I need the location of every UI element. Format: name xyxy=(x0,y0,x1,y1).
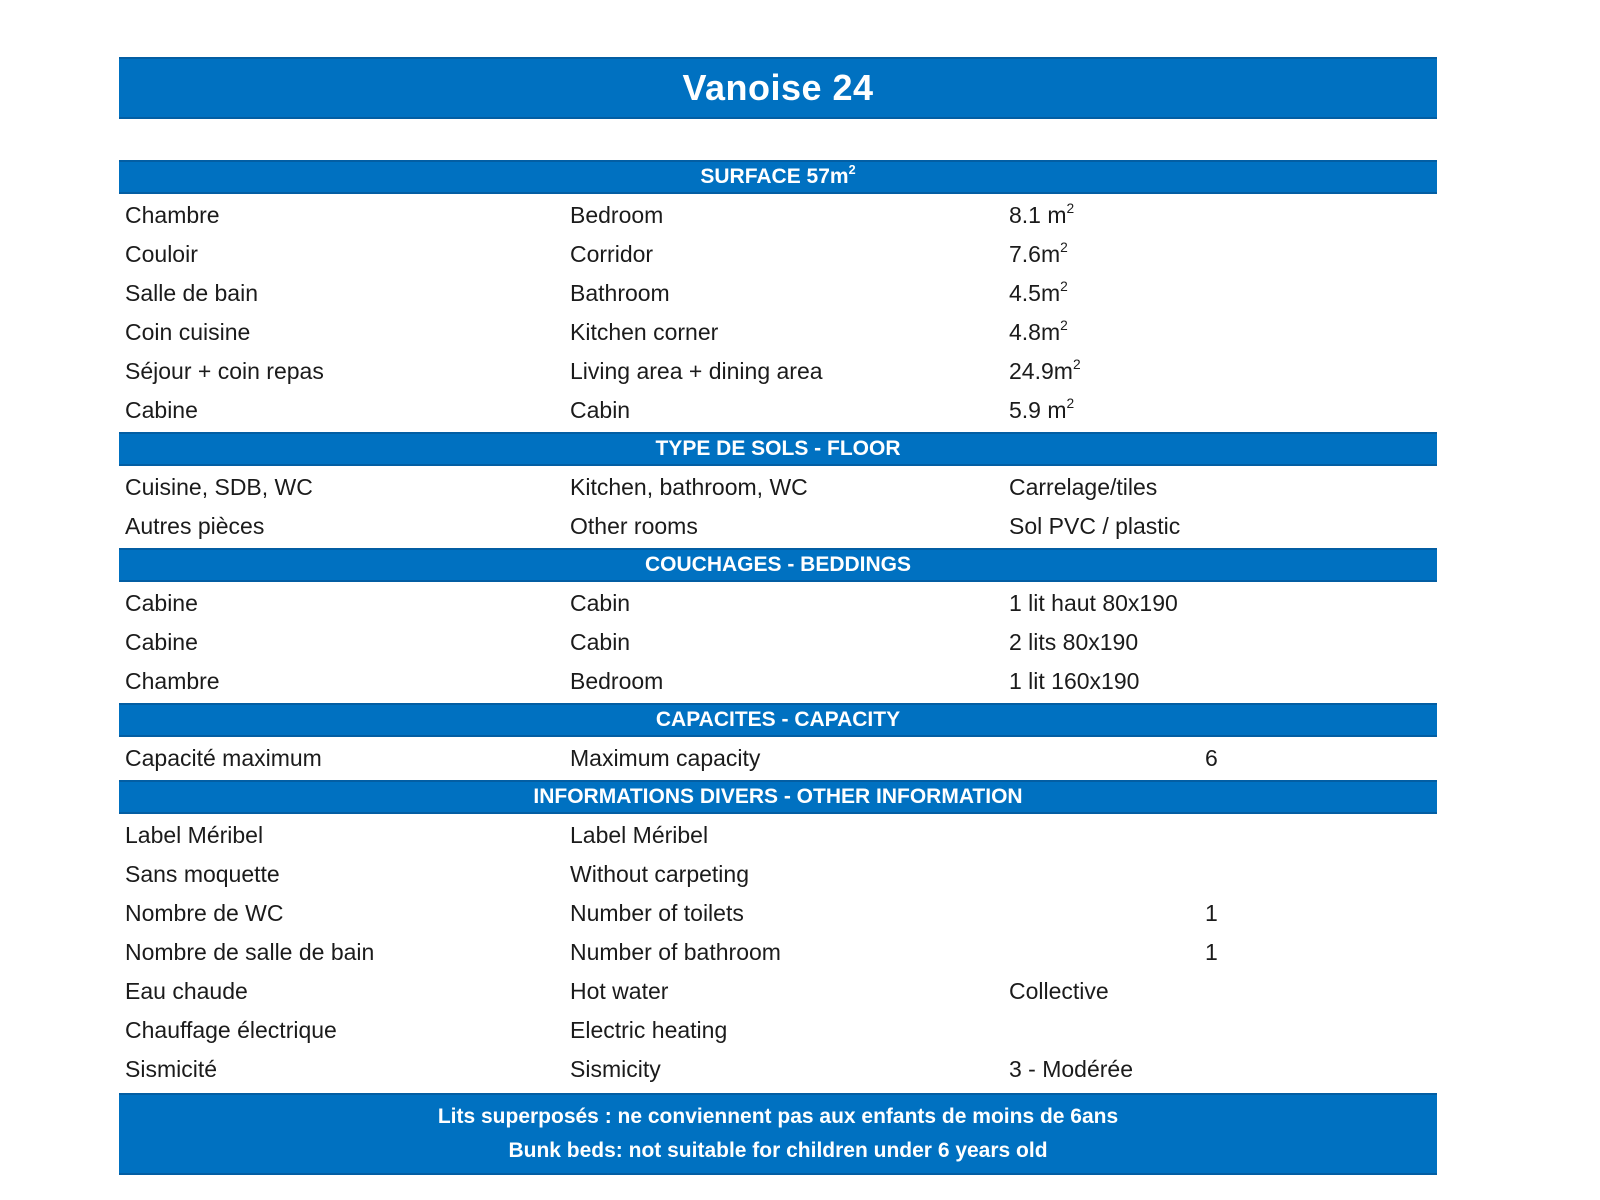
cell-label-en: Sismicity xyxy=(570,1056,661,1082)
table-row xyxy=(119,584,1437,623)
table-row xyxy=(119,507,1437,546)
cell-number: 6 xyxy=(1205,745,1218,771)
cell-label-en: Label Méribel xyxy=(570,822,709,848)
cell-label-fr: Couloir xyxy=(125,241,198,267)
superscript: 2 xyxy=(848,162,856,177)
cell-value xyxy=(1009,241,1205,268)
superscript: 2 xyxy=(1072,356,1081,372)
section-header-floor: TYPE DE SOLS - FLOOR xyxy=(119,432,1437,466)
section-other-information xyxy=(119,780,1437,1091)
cell-value xyxy=(1009,358,1205,385)
table-row xyxy=(119,739,1437,778)
section-rows xyxy=(119,737,1437,780)
cell-value: 1 lit haut 80x190 xyxy=(1009,590,1178,616)
cell-label-fr: Chambre xyxy=(125,668,220,694)
section-header-text: SURFACE 57m xyxy=(700,165,849,188)
table-row xyxy=(119,855,1437,894)
cell-label-en: Electric heating xyxy=(570,1017,728,1043)
cell-value xyxy=(1009,397,1205,424)
cell-label-fr: Chambre xyxy=(125,202,220,228)
section-floor xyxy=(119,432,1437,548)
cell-label-fr: Coin cuisine xyxy=(125,319,251,345)
cell-label-en: Number of toilets xyxy=(570,900,744,926)
table-row xyxy=(119,274,1437,313)
cell-value: 3 - Modérée xyxy=(1009,1056,1134,1082)
table-row xyxy=(119,468,1437,507)
cell-value: 2 lits 80x190 xyxy=(1009,629,1139,655)
table-row xyxy=(119,313,1437,352)
cell-label-en: Hot water xyxy=(570,978,669,1004)
cell-label-fr: Cabine xyxy=(125,629,198,655)
cell-label-fr: Nombre de WC xyxy=(125,900,284,926)
section-header-beddings: COUCHAGES - BEDDINGS xyxy=(119,548,1437,582)
section-rows xyxy=(119,466,1437,548)
superscript: 2 xyxy=(1060,239,1068,255)
superscript: 2 xyxy=(1060,278,1068,294)
cell-label-fr: Séjour + coin repas xyxy=(125,358,324,384)
value-text: 24.9m xyxy=(1009,358,1073,384)
cell-label-en: Other rooms xyxy=(570,513,698,539)
cell-label-en: Maximum capacity xyxy=(570,745,761,771)
value-text: 7.6m xyxy=(1009,241,1061,267)
section-header-capacity: CAPACITES - CAPACITY xyxy=(119,703,1437,737)
superscript: 2 xyxy=(1060,317,1068,333)
footer-warning-banner xyxy=(119,1093,1437,1175)
cell-label-en: Bedroom xyxy=(570,668,664,694)
superscript: 2 xyxy=(1066,395,1075,411)
section-beddings xyxy=(119,548,1437,703)
table-row xyxy=(119,816,1437,855)
cell-label-fr: Sans moquette xyxy=(125,861,280,887)
cell-label-en: Without carpeting xyxy=(570,861,749,887)
cell-value: 1 lit 160x190 xyxy=(1009,668,1140,694)
cell-label-fr: Sismicité xyxy=(125,1056,218,1082)
property-info-sheet xyxy=(119,57,1437,1175)
value-text: 4.5m xyxy=(1009,280,1061,306)
cell-value: Carrelage/tiles xyxy=(1009,474,1158,500)
section-rows xyxy=(119,582,1437,703)
table-row xyxy=(119,933,1437,972)
superscript: 2 xyxy=(1066,200,1075,216)
cell-label-en: Cabin xyxy=(570,629,631,655)
value-text: 5.9 m xyxy=(1009,397,1067,423)
table-row xyxy=(119,662,1437,701)
footer-warning-fr: Lits superposés : ne conviennent pas aux enfants de moins de 6ans xyxy=(437,1105,1119,1128)
table-row xyxy=(119,196,1437,235)
cell-label-fr: Cabine xyxy=(125,397,198,423)
table-row xyxy=(119,972,1437,1011)
cell-label-en: Kitchen, bathroom, WC xyxy=(570,474,808,500)
cell-label-fr: Nombre de salle de bain xyxy=(125,939,375,965)
value-text: 8.1 m xyxy=(1009,202,1067,228)
table-row xyxy=(119,623,1437,662)
cell-label-en: Bedroom xyxy=(570,202,664,228)
section-capacity xyxy=(119,703,1437,780)
cell-label-en: Cabin xyxy=(570,397,631,423)
cell-number: 1 xyxy=(1205,900,1218,926)
cell-label-en: Number of bathroom xyxy=(570,939,781,965)
section-header-other-information: INFORMATIONS DIVERS - OTHER INFORMATION xyxy=(119,780,1437,814)
value-text: 4.8m xyxy=(1009,319,1061,345)
table-row xyxy=(119,1011,1437,1050)
cell-value: Collective xyxy=(1009,978,1109,1004)
cell-value xyxy=(1009,280,1205,307)
cell-label-fr: Chauffage électrique xyxy=(125,1017,337,1043)
page-title: Vanoise 24 xyxy=(119,57,1437,119)
cell-label-en: Living area + dining area xyxy=(570,358,823,384)
table-row xyxy=(119,391,1437,430)
section-header-surface xyxy=(119,160,1437,194)
cell-number: 1 xyxy=(1205,939,1218,965)
section-surface xyxy=(119,160,1437,432)
cell-label-fr: Cabine xyxy=(125,590,198,616)
cell-label-en: Corridor xyxy=(570,241,654,267)
table-row xyxy=(119,352,1437,391)
cell-label-en: Cabin xyxy=(570,590,631,616)
table-row xyxy=(119,235,1437,274)
section-rows xyxy=(119,814,1437,1091)
cell-label-fr: Eau chaude xyxy=(125,978,248,1004)
cell-label-en: Kitchen corner xyxy=(570,319,719,345)
cell-value: Sol PVC / plastic xyxy=(1009,513,1181,539)
cell-label-fr: Autres pièces xyxy=(125,513,265,539)
cell-value xyxy=(1009,319,1205,346)
cell-label-fr: Salle de bain xyxy=(125,280,258,306)
table-row xyxy=(119,894,1437,933)
table-row xyxy=(119,1050,1437,1089)
cell-label-en: Bathroom xyxy=(570,280,670,306)
cell-label-fr: Capacité maximum xyxy=(125,745,322,771)
cell-label-fr: Label Méribel xyxy=(125,822,264,848)
cell-label-fr: Cuisine, SDB, WC xyxy=(125,474,313,500)
section-rows xyxy=(119,194,1437,432)
cell-value xyxy=(1009,202,1205,229)
footer-warning-en: Bunk beds: not suitable for children under 6 years old xyxy=(508,1139,1048,1162)
